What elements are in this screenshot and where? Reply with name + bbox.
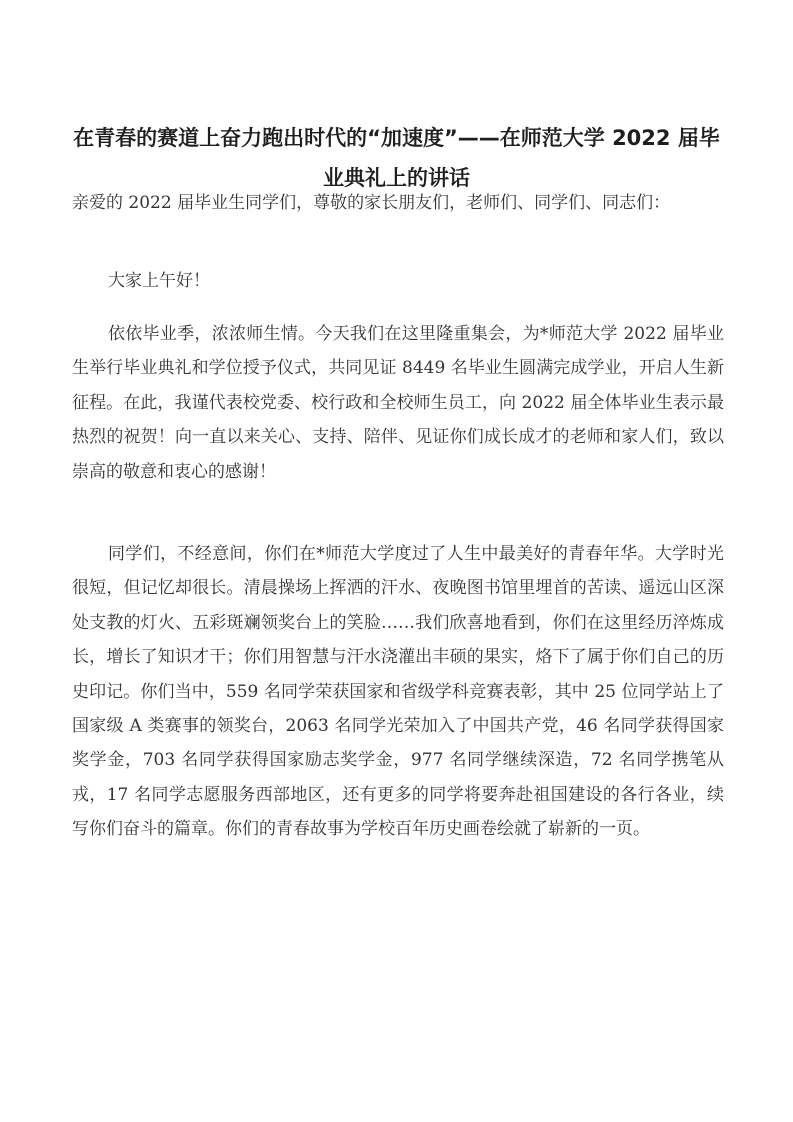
greeting-line: 大家上午好！ [108,271,210,291]
document-title: 在青春的赛道上奋力跑出时代的“加速度”——在师范大学 2022 届毕业典礼上的讲话 [73,126,720,190]
body-paragraph: 依依毕业季，浓浓师生情。今天我们在这里隆重集会，为*师范大学 2022 届毕业生举行毕业典礼和学位授予仪式，共同见证 8449 名毕业生圆满完成学业，开启人生新征程。在此，我谨代表校党委、校行政和全校师生员工，向 2022 届全体毕业生表示最热烈的祝贺！向一直以来关心、支持、陪伴、见证你们成长成才的老师和家人们，致以崇高的敬意和衷心的感谢！ [72,324,724,482]
body-paragraph: 同学们，不经意间，你们在*师范大学度过了人生中最美好的青春年华。大学时光很短，但记忆却很长。清晨操场上挥洒的汗水、夜晚图书馆里埋首的苦读、遥远山区深处支教的灯火、五彩斑斓领奖台上的笑脸……我们欣喜地看到，你们在这里经历淬炼成长，增长了知识才干；你们用智慧与汗水浇灌出丰硕的果实，烙下了属于你们自己的历史印记。你们当中，559 名同学荣获国家和省级学科竞赛表彰，其中 25 位同学站上了国家级 A 类赛事的领奖台，2063 名同学光荣加入了中国共产党，46 名同学获得国家奖学金，703 名同学获得国家励志奖学金，977 名同学继续深造，72 名同学携笔从戎，17 名同学志愿服务西部地区，还有更多的同学将要奔赴祖国建设的各行各业，续写你们奋斗的篇章。你们的青春故事为学校百年历史画卷绘就了崭新的一页。 [72,544,724,840]
salutation-line: 亲爱的 2022 届毕业生同学们，尊敬的家长朋友们，老师们、同学们、同志们： [72,193,671,213]
